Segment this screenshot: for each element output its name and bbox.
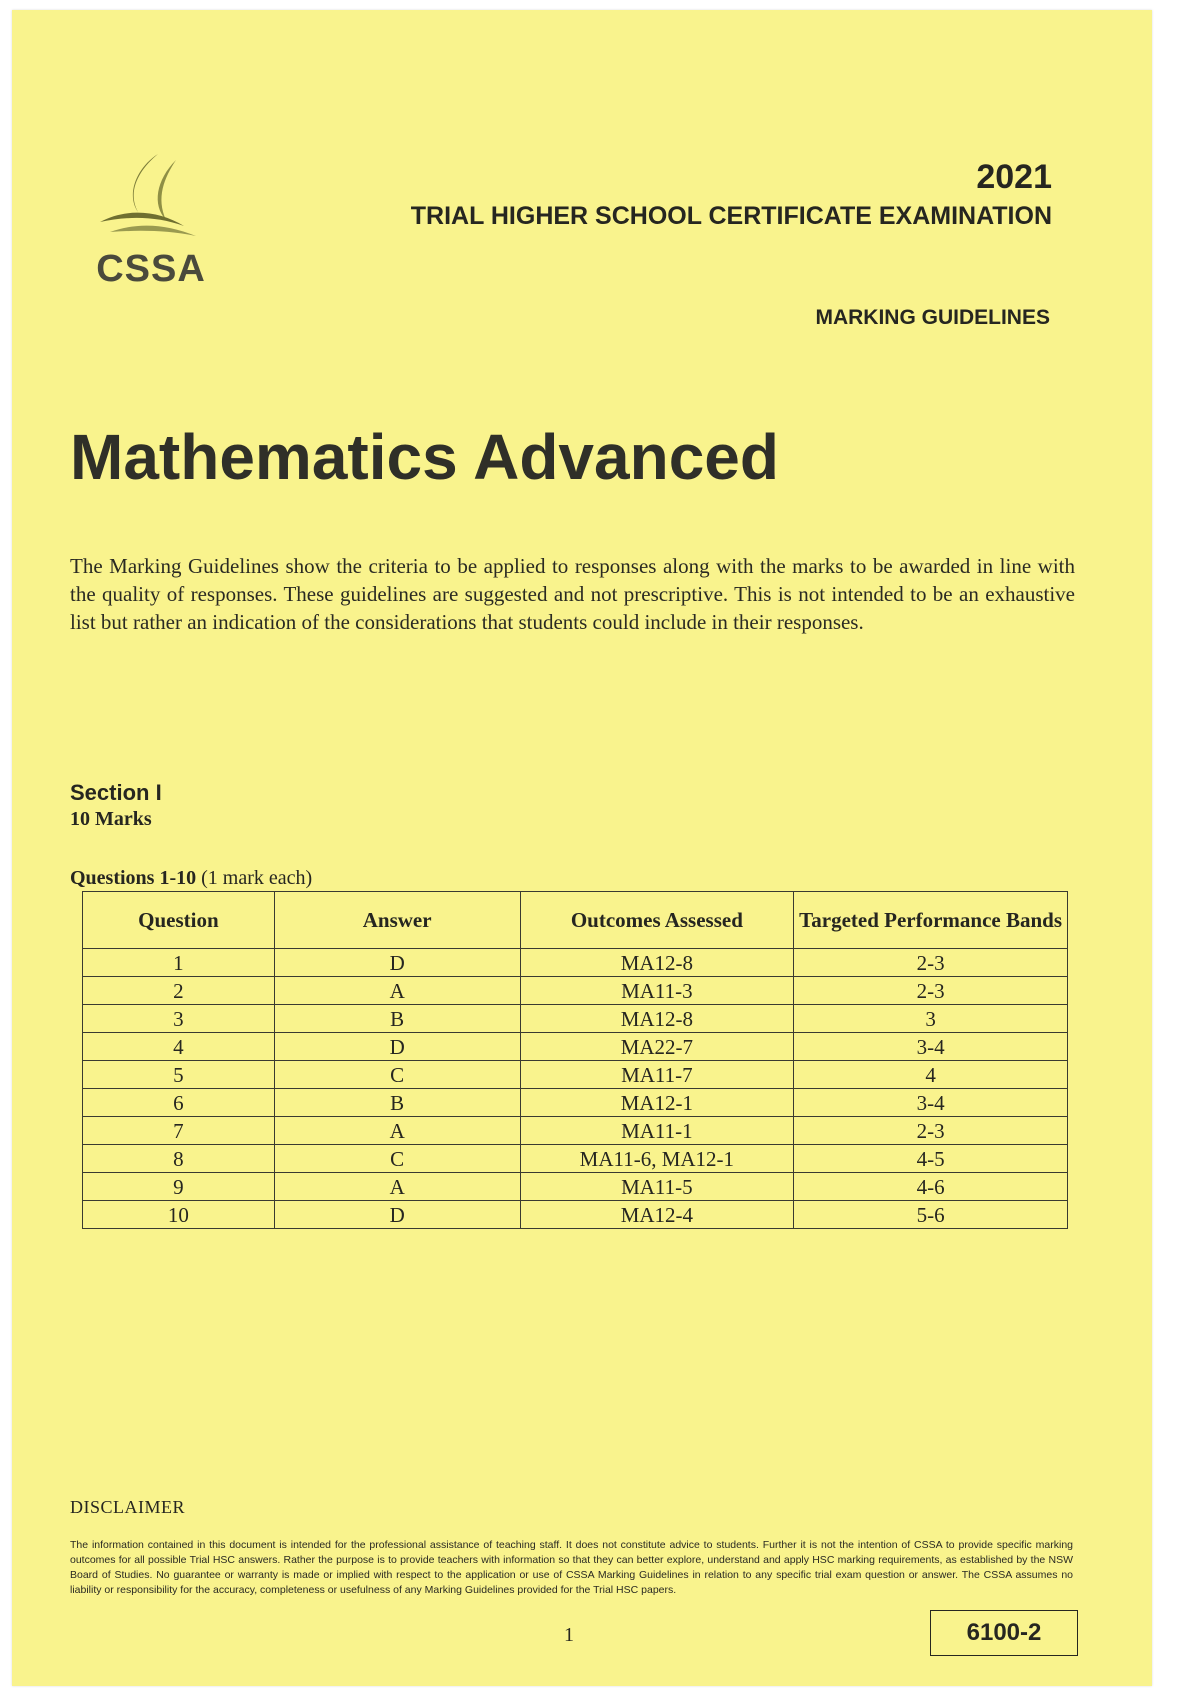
- header-question: Question: [83, 892, 275, 949]
- table-row: [83, 1173, 1068, 1201]
- cell-outcomes: MA11-7: [520, 1061, 794, 1089]
- exam-title: TRIAL HIGHER SCHOOL CERTIFICATE EXAMINATION: [410, 202, 1052, 230]
- subject-title: Mathematics Advanced: [70, 421, 779, 493]
- marking-guidelines-label: MARKING GUIDELINES: [815, 306, 1050, 329]
- cell-question: 5: [83, 1061, 275, 1089]
- table-header-row: [83, 892, 1068, 949]
- cell-answer: D: [274, 1201, 520, 1229]
- disclaimer-title: DISCLAIMER: [70, 1497, 186, 1517]
- intro-paragraph: The Marking Guidelines show the criteria to be applied to responses along with the marks to be awarded in line with the quality of responses. These guidelines are suggested and not prescriptive. This is not intended to be an exhaustive list but rather an indication of the considerations that students could include in their responses.: [70, 554, 1075, 634]
- cell-answer: D: [274, 1033, 520, 1061]
- paper-code: 6100-2: [930, 1610, 1078, 1656]
- cell-question: 3: [83, 1005, 275, 1033]
- cell-question: 1: [83, 949, 275, 977]
- answers-table: [82, 891, 1068, 1229]
- cell-bands: 3: [794, 1005, 1068, 1033]
- cell-outcomes: MA11-6, MA12-1: [520, 1145, 794, 1173]
- table-row: [83, 1145, 1068, 1173]
- cell-bands: 5-6: [794, 1201, 1068, 1229]
- cell-bands: 4-5: [794, 1145, 1068, 1173]
- header-outcomes: Outcomes Assessed: [520, 892, 794, 949]
- cell-outcomes: MA12-1: [520, 1089, 794, 1117]
- cell-outcomes: MA12-8: [520, 949, 794, 977]
- table-row: [83, 1089, 1068, 1117]
- cell-bands: 3-4: [794, 1033, 1068, 1061]
- document-page: [12, 10, 1152, 1686]
- cell-outcomes: MA12-4: [520, 1201, 794, 1229]
- cell-question: 4: [83, 1033, 275, 1061]
- cell-question: 7: [83, 1117, 275, 1145]
- header-answer: Answer: [274, 892, 520, 949]
- disclaimer-text: The information contained in this document is intended for the professional assistance of teaching staff. It does not constitute advice to students. Further it is not the intention of CSSA to provide specific marking outcomes for all possible Trial HSC answers. Rather the purpose is to provide teachers with information so that they can better explore, understand and apply HSC marking requirements, as established by the NSW Board of Studies. No guarantee or warranty is made or implied with respect to the application or use of CSSA Marking Guidelines in relation to any specific trial exam question or answer. The CSSA assumes no liability or responsibility for the accuracy, completeness or usefulness of any Marking Guidelines provided for the Trial HSC papers.: [70, 1539, 1073, 1596]
- cell-answer: C: [274, 1145, 520, 1173]
- questions-note: (1 mark each): [201, 867, 313, 889]
- exam-year: 2021: [976, 158, 1052, 196]
- cell-question: 2: [83, 977, 275, 1005]
- cell-bands: 2-3: [794, 1117, 1068, 1145]
- leaf-swoosh-icon: [96, 150, 206, 245]
- cell-answer: C: [274, 1061, 520, 1089]
- cell-bands: 2-3: [794, 977, 1068, 1005]
- cell-answer: D: [274, 949, 520, 977]
- table-row: [83, 1033, 1068, 1061]
- cssa-logo: [76, 150, 226, 300]
- cell-answer: B: [274, 1089, 520, 1117]
- table-row: [83, 949, 1068, 977]
- table-row: [83, 1005, 1068, 1033]
- cell-bands: 4-6: [794, 1173, 1068, 1201]
- table-row: [83, 977, 1068, 1005]
- cell-bands: 4: [794, 1061, 1068, 1089]
- cell-outcomes: MA22-7: [520, 1033, 794, 1061]
- cell-answer: B: [274, 1005, 520, 1033]
- cell-bands: 3-4: [794, 1089, 1068, 1117]
- logo-text: CSSA: [96, 248, 206, 290]
- table-row: [83, 1117, 1068, 1145]
- table-row: [83, 1201, 1068, 1229]
- questions-range: Questions 1-10: [70, 867, 197, 889]
- page-number: 1: [564, 1624, 574, 1646]
- cell-question: 8: [83, 1145, 275, 1173]
- section-marks: 10 Marks: [70, 808, 152, 830]
- cell-outcomes: MA11-3: [520, 977, 794, 1005]
- cell-question: 9: [83, 1173, 275, 1201]
- cell-answer: A: [274, 1117, 520, 1145]
- cell-question: 10: [83, 1201, 275, 1229]
- cell-outcomes: MA11-1: [520, 1117, 794, 1145]
- table-row: [83, 1061, 1068, 1089]
- cell-outcomes: MA12-8: [520, 1005, 794, 1033]
- header-bands: Targeted Performance Bands: [794, 892, 1068, 949]
- cell-answer: A: [274, 977, 520, 1005]
- questions-heading: [70, 867, 312, 890]
- cell-answer: A: [274, 1173, 520, 1201]
- cell-bands: 2-3: [794, 949, 1068, 977]
- cell-question: 6: [83, 1089, 275, 1117]
- section-title: Section I: [70, 780, 162, 805]
- cell-outcomes: MA11-5: [520, 1173, 794, 1201]
